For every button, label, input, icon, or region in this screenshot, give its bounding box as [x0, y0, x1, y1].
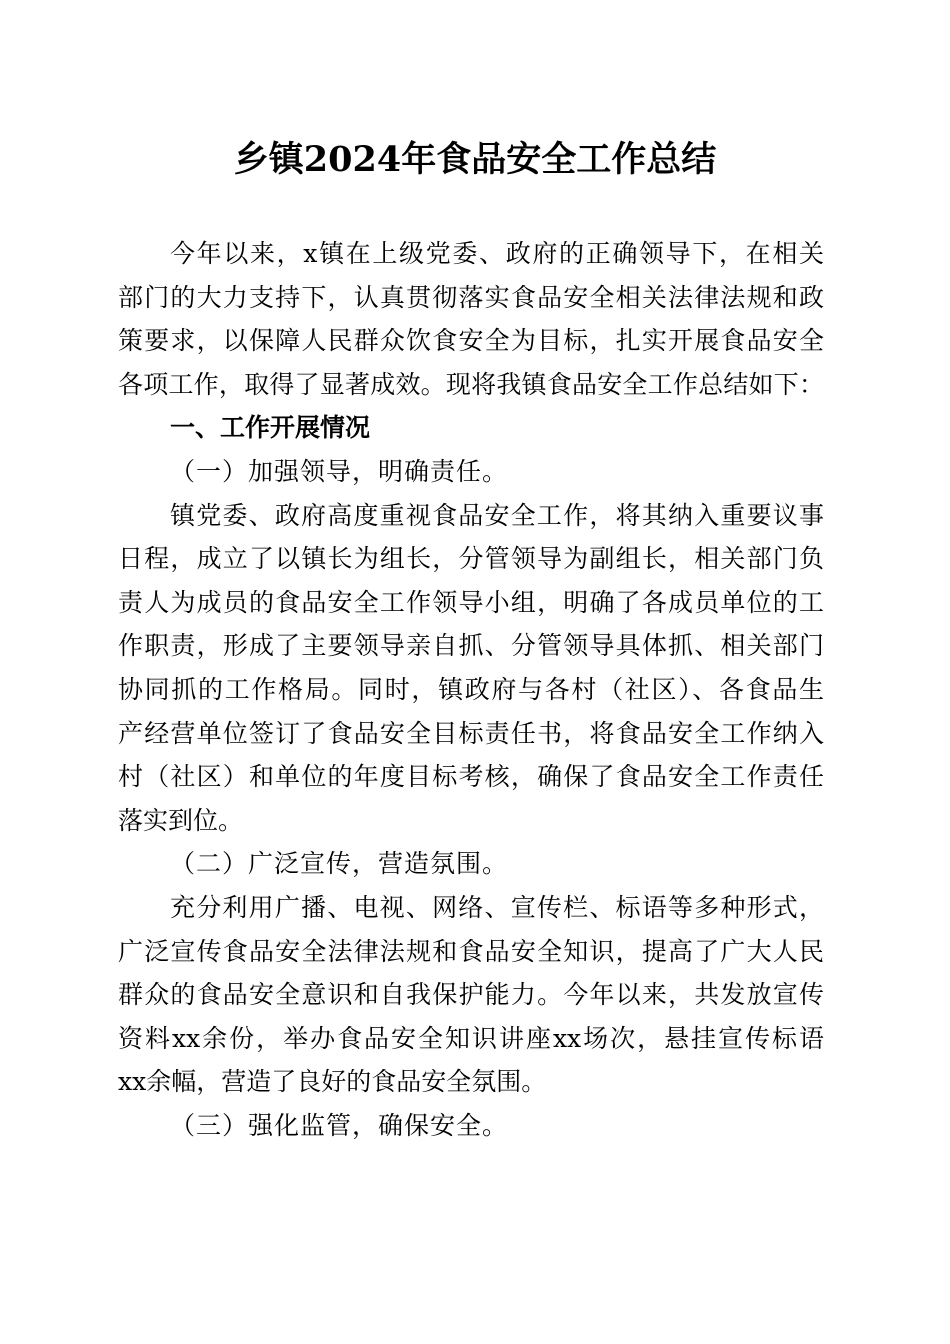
paragraph-line: 各项工作，取得了显著成效。现将我镇食品安全工作总结如下：	[118, 369, 824, 399]
paragraph-line: 产经营单位签订了食品安全目标责任书，将食品安全工作纳入	[118, 718, 824, 748]
paragraph-line: 村（社区）和单位的年度目标考核，确保了食品安全工作责任	[118, 762, 824, 792]
subsection-heading: （三）强化监管，确保安全。	[170, 1110, 509, 1140]
paragraph-line: 资料xx余份，举办食品安全知识讲座xx场次，悬挂宣传标语	[118, 1023, 824, 1053]
paragraph-line: 部门的大力支持下，认真贯彻落实食品安全相关法律法规和政	[118, 282, 824, 312]
paragraph-line: 今年以来，x镇在上级党委、政府的正确领导下，在相关	[170, 239, 824, 268]
paragraph-line: 协同抓的工作格局。同时，镇政府与各村（社区）、各食品生	[118, 674, 824, 704]
paragraph-line: 作职责，形成了主要领导亲自抓、分管领导具体抓、相关部门	[118, 631, 824, 661]
paragraph-line: 镇党委、政府高度重视食品安全工作，将其纳入重要议事	[170, 500, 824, 530]
paragraph-line: 群众的食品安全意识和自我保护能力。今年以来，共发放宣传	[118, 980, 824, 1010]
subsection-heading: （一）加强领导，明确责任。	[170, 456, 509, 486]
paragraph-line: 广泛宣传食品安全法律法规和食品安全知识，提高了广大人民	[118, 936, 824, 966]
subsection-heading: （二）广泛宣传，营造氛围。	[170, 849, 509, 879]
paragraph-line: 落实到位。	[118, 805, 244, 835]
section-heading: 一、工作开展情况	[170, 413, 371, 443]
paragraph-line: 充分利用广播、电视、网络、宣传栏、标语等多种形式，	[170, 892, 824, 922]
paragraph-line: 责人为成员的食品安全工作领导小组，明确了各成员单位的工	[118, 587, 824, 617]
document-body	[118, 232, 824, 1147]
paragraph-line: 策要求，以保障人民群众饮食安全为目标，扎实开展食品安全	[118, 326, 824, 356]
paragraph-line: 日程，成立了以镇长为组长，分管领导为副组长，相关部门负	[118, 544, 824, 574]
paragraph-line: xx余幅，营造了良好的食品安全氛围。	[118, 1067, 547, 1097]
document-title: 乡镇2024年食品安全工作总结	[233, 139, 717, 180]
